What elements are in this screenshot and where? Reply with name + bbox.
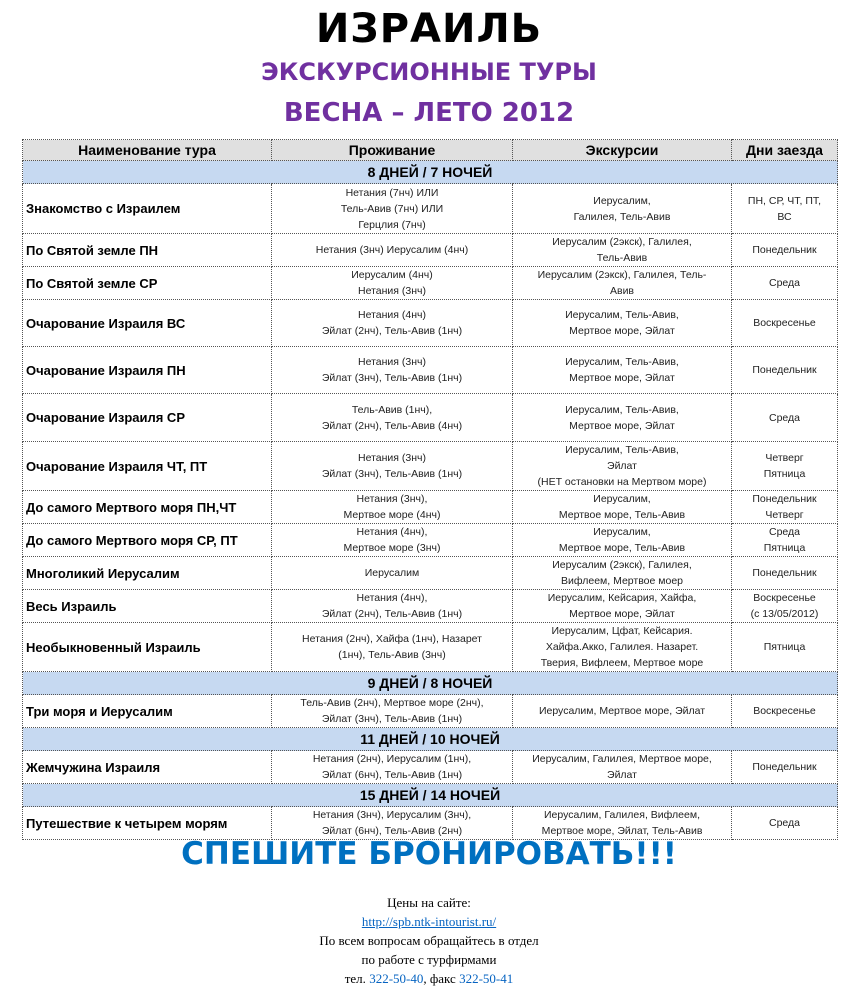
season-title: ВЕСНА – ЛЕТО 2012 bbox=[283, 98, 575, 128]
tour-departure-days: Пятница bbox=[732, 623, 838, 672]
page-subtitle: ЭКСКУРСИОННЫЕ ТУРЫ bbox=[261, 58, 597, 86]
tour-accommodation: Нетания (3нч), Иерусалим (3нч), Эйлат (6нч), Тель-Авив (2нч) bbox=[272, 807, 513, 840]
tour-departure-days: Понедельник bbox=[732, 234, 838, 267]
fax-label: , факс bbox=[423, 971, 456, 986]
tour-row bbox=[23, 623, 838, 672]
tour-row bbox=[23, 300, 838, 347]
tour-accommodation: Нетания (3нч), Мертвое море (4нч) bbox=[272, 491, 513, 524]
tour-departure-days: Понедельник bbox=[732, 347, 838, 394]
contact-line-1: По всем вопросам обращайтесь в отдел bbox=[319, 933, 539, 948]
tour-excursions: Иерусалим, Тель-Авив, Мертвое море, Эйлат bbox=[513, 300, 732, 347]
footer-contacts bbox=[0, 893, 858, 988]
tour-excursions: Иерусалим, Тель-Авив, Мертвое море, Эйлат bbox=[513, 394, 732, 442]
phone-label: тел. bbox=[344, 971, 366, 986]
tours-table bbox=[22, 139, 838, 840]
booking-call-to-action: СПЕШИТЕ БРОНИРОВАТЬ!!! bbox=[181, 836, 677, 872]
tour-accommodation: Нетания (2нч), Иерусалим (1нч), Эйлат (6нч), Тель-Авив (1нч) bbox=[272, 751, 513, 784]
tour-row bbox=[23, 491, 838, 524]
tour-name: Очарование Израиля СР bbox=[23, 394, 272, 442]
tour-name: Очарование Израиля ЧТ, ПТ bbox=[23, 442, 272, 491]
tour-accommodation: Иерусалим bbox=[272, 557, 513, 590]
tour-excursions: Иерусалим, Галилея, Мертвое море, Эйлат bbox=[513, 751, 732, 784]
column-header-stay: Проживание bbox=[272, 140, 513, 161]
tour-excursions: Иерусалим, Мертвое море, Тель-Авив bbox=[513, 491, 732, 524]
duration-section-label: 11 ДНЕЙ / 10 НОЧЕЙ bbox=[23, 728, 838, 751]
tour-row bbox=[23, 524, 838, 557]
tour-accommodation: Нетания (3нч) Эйлат (3нч), Тель-Авив (1нч) bbox=[272, 442, 513, 491]
tour-accommodation: Нетания (2нч), Хайфа (1нч), Назарет (1нч), Тель-Авив (3нч) bbox=[272, 623, 513, 672]
tour-excursions: Иерусалим, Мертвое море, Эйлат bbox=[513, 695, 732, 728]
tour-name: По Святой земле СР bbox=[23, 267, 272, 300]
tour-name: Три моря и Иерусалим bbox=[23, 695, 272, 728]
tour-name: До самого Мертвого моря СР, ПТ bbox=[23, 524, 272, 557]
duration-section-row bbox=[23, 672, 838, 695]
prices-label: Цены на сайте: bbox=[387, 895, 471, 910]
tour-excursions: Иерусалим, Тель-Авив, Мертвое море, Эйлат bbox=[513, 347, 732, 394]
tour-row bbox=[23, 442, 838, 491]
tour-excursions: Иерусалим, Кейсария, Хайфа, Мертвое море, Эйлат bbox=[513, 590, 732, 623]
tour-excursions: Иерусалим (2экск), Галилея, Вифлеем, Мертвое моер bbox=[513, 557, 732, 590]
tour-accommodation: Нетания (3нч) Иерусалим (4нч) bbox=[272, 234, 513, 267]
tour-excursions: Иерусалим, Галилея, Вифлеем, Мертвое море, Эйлат, Тель-Авив bbox=[513, 807, 732, 840]
duration-section-label: 15 ДНЕЙ / 14 НОЧЕЙ bbox=[23, 784, 838, 807]
fax-number[interactable]: 322-50-41 bbox=[459, 971, 514, 986]
duration-section-row bbox=[23, 161, 838, 184]
tour-accommodation: Нетания (4нч), Эйлат (2нч), Тель-Авив (1нч) bbox=[272, 590, 513, 623]
duration-section-row bbox=[23, 784, 838, 807]
column-header-days: Дни заезда bbox=[732, 140, 838, 161]
phone-number[interactable]: 322-50-40 bbox=[369, 971, 424, 986]
tour-row bbox=[23, 695, 838, 728]
tour-row bbox=[23, 184, 838, 234]
tour-row bbox=[23, 807, 838, 840]
contact-line-2: по работе с турфирмами bbox=[361, 952, 497, 967]
tour-departure-days: Среда bbox=[732, 807, 838, 840]
tour-departure-days: Среда bbox=[732, 394, 838, 442]
tour-name: Путешествие к четырем морям bbox=[23, 807, 272, 840]
tour-row bbox=[23, 394, 838, 442]
duration-section-row bbox=[23, 728, 838, 751]
tour-excursions: Иерусалим, Галилея, Тель-Авив bbox=[513, 184, 732, 234]
tour-row bbox=[23, 347, 838, 394]
phone-line bbox=[0, 969, 858, 988]
tour-accommodation: Нетания (3нч) Эйлат (3нч), Тель-Авив (1нч) bbox=[272, 347, 513, 394]
tour-name: Весь Израиль bbox=[23, 590, 272, 623]
column-header-name: Наименование тура bbox=[23, 140, 272, 161]
website-link[interactable]: http://spb.ntk-intourist.ru/ bbox=[361, 914, 497, 929]
tour-excursions: Иерусалим, Тель-Авив, Эйлат (НЕТ остановки на Мертвом море) bbox=[513, 442, 732, 491]
tour-name: Очарование Израиля ПН bbox=[23, 347, 272, 394]
column-header-excursions: Экскурсии bbox=[513, 140, 732, 161]
tour-departure-days: Воскресенье bbox=[732, 300, 838, 347]
table-header-row bbox=[23, 140, 838, 161]
tour-row bbox=[23, 557, 838, 590]
tour-departure-days: Понедельник bbox=[732, 751, 838, 784]
tour-accommodation: Тель-Авив (1нч), Эйлат (2нч), Тель-Авив (4нч) bbox=[272, 394, 513, 442]
tour-departure-days: Понедельник Четверг bbox=[732, 491, 838, 524]
tour-departure-days: Понедельник bbox=[732, 557, 838, 590]
tour-name: До самого Мертвого моря ПН,ЧТ bbox=[23, 491, 272, 524]
tour-accommodation: Нетания (4нч), Мертвое море (3нч) bbox=[272, 524, 513, 557]
tour-accommodation: Иерусалим (4нч) Нетания (3нч) bbox=[272, 267, 513, 300]
page-title: ИЗРАИЛЬ bbox=[315, 6, 543, 52]
tour-departure-days: ПН, СР, ЧТ, ПТ, ВС bbox=[732, 184, 838, 234]
tour-departure-days: Среда Пятница bbox=[732, 524, 838, 557]
tour-departure-days: Воскресенье (с 13/05/2012) bbox=[732, 590, 838, 623]
tour-accommodation: Нетания (4нч) Эйлат (2нч), Тель-Авив (1нч) bbox=[272, 300, 513, 347]
tour-excursions: Иерусалим (2экск), Галилея, Тель- Авив bbox=[513, 267, 732, 300]
tour-accommodation: Нетания (7нч) ИЛИ Тель-Авив (7нч) ИЛИ Герцлия (7нч) bbox=[272, 184, 513, 234]
tour-row bbox=[23, 751, 838, 784]
tour-name: Знакомство с Израилем bbox=[23, 184, 272, 234]
tour-excursions: Иерусалим (2экск), Галилея, Тель-Авив bbox=[513, 234, 732, 267]
tour-row bbox=[23, 234, 838, 267]
tour-name: Жемчужина Израиля bbox=[23, 751, 272, 784]
duration-section-label: 8 ДНЕЙ / 7 НОЧЕЙ bbox=[23, 161, 838, 184]
tour-row bbox=[23, 590, 838, 623]
tour-departure-days: Четверг Пятница bbox=[732, 442, 838, 491]
tour-name: Очарование Израиля ВС bbox=[23, 300, 272, 347]
tour-departure-days: Среда bbox=[732, 267, 838, 300]
tour-name: Необыкновенный Израиль bbox=[23, 623, 272, 672]
tour-excursions: Иерусалим, Мертвое море, Тель-Авив bbox=[513, 524, 732, 557]
tour-departure-days: Воскресенье bbox=[732, 695, 838, 728]
tour-row bbox=[23, 267, 838, 300]
tour-name: По Святой земле ПН bbox=[23, 234, 272, 267]
tour-excursions: Иерусалим, Цфат, Кейсария. Хайфа.Акко, Галилея. Назарет. Тверия, Вифлеем, Мертвое море bbox=[513, 623, 732, 672]
tour-accommodation: Тель-Авив (2нч), Мертвое море (2нч), Эйлат (3нч), Тель-Авив (1нч) bbox=[272, 695, 513, 728]
table-body bbox=[23, 161, 838, 840]
tour-name: Многоликий Иерусалим bbox=[23, 557, 272, 590]
duration-section-label: 9 ДНЕЙ / 8 НОЧЕЙ bbox=[23, 672, 838, 695]
